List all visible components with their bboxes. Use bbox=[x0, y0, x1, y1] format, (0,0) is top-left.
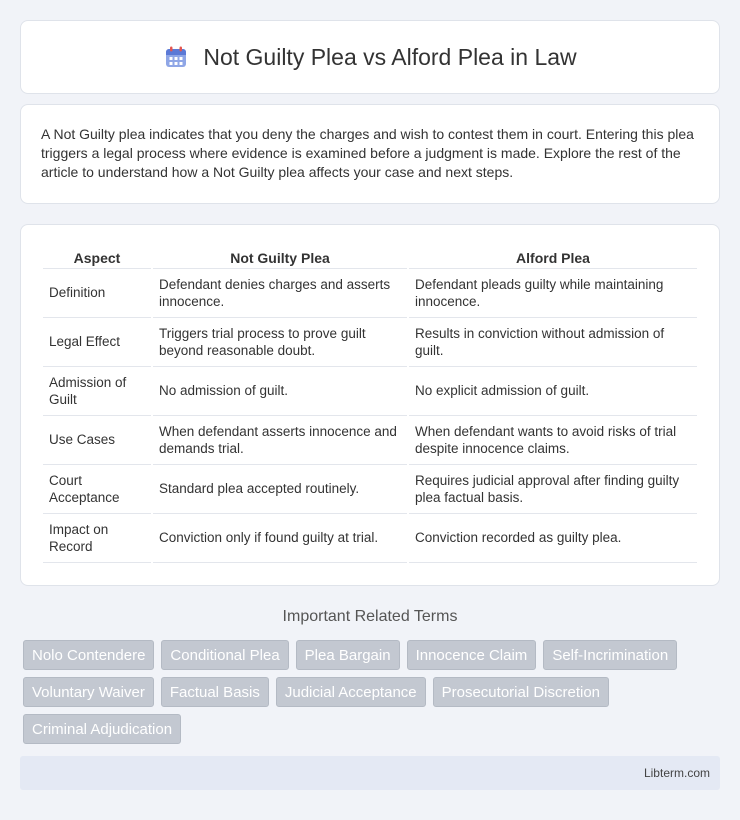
related-terms-title: Important Related Terms bbox=[282, 608, 458, 625]
tag-voluntary-waiver[interactable]: Voluntary Waiver bbox=[23, 677, 154, 707]
row-alford: When defendant wants to avoid risks of trial despite innocence claims. bbox=[409, 416, 697, 465]
row-not-guilty: Triggers trial process to prove guilt beyond reasonable doubt. bbox=[153, 318, 407, 367]
row-alford: Results in conviction without admission of guilt. bbox=[409, 318, 697, 367]
row-alford: Requires judicial approval after finding guilty plea factual basis. bbox=[409, 465, 697, 514]
row-alford: Defendant pleads guilty while maintaining innocence. bbox=[409, 269, 697, 318]
tag-innocence-claim[interactable]: Innocence Claim bbox=[407, 640, 537, 670]
table-row bbox=[43, 318, 697, 367]
intro-card bbox=[20, 104, 720, 204]
header-aspect: Aspect bbox=[43, 245, 151, 269]
row-aspect: Use Cases bbox=[43, 416, 151, 465]
row-alford: No explicit admission of guilt. bbox=[409, 367, 697, 416]
calendar-icon bbox=[163, 44, 189, 70]
row-aspect: Admission of Guilt bbox=[43, 367, 151, 416]
table-row bbox=[43, 465, 697, 514]
row-not-guilty: When defendant asserts innocence and demands trial. bbox=[153, 416, 407, 465]
comparison-table-card bbox=[20, 224, 720, 586]
row-not-guilty: Standard plea accepted routinely. bbox=[153, 465, 407, 514]
table-row bbox=[43, 514, 697, 563]
row-not-guilty: Conviction only if found guilty at trial. bbox=[153, 514, 407, 563]
tag-judicial-acceptance[interactable]: Judicial Acceptance bbox=[276, 677, 426, 707]
footer bbox=[20, 756, 720, 790]
tag-nolo-contendere[interactable]: Nolo Contendere bbox=[23, 640, 154, 670]
row-not-guilty: Defendant denies charges and asserts innocence. bbox=[153, 269, 407, 318]
title-card bbox=[20, 20, 720, 94]
comparison-table bbox=[41, 245, 699, 563]
tag-criminal-adjudication[interactable]: Criminal Adjudication bbox=[23, 714, 181, 744]
related-terms-tags bbox=[20, 640, 720, 744]
row-aspect: Definition bbox=[43, 269, 151, 318]
footer-site-link[interactable]: Libterm.com bbox=[643, 766, 710, 780]
table-header-row bbox=[43, 245, 697, 269]
tag-conditional-plea[interactable]: Conditional Plea bbox=[161, 640, 288, 670]
table-row bbox=[43, 416, 697, 465]
page-title: Not Guilty Plea vs Alford Plea in Law bbox=[203, 43, 577, 70]
table-row bbox=[43, 367, 697, 416]
row-aspect: Legal Effect bbox=[43, 318, 151, 367]
row-not-guilty: No admission of guilt. bbox=[153, 367, 407, 416]
header-alford-plea: Alford Plea bbox=[409, 245, 697, 269]
header-not-guilty-plea: Not Guilty Plea bbox=[153, 245, 407, 269]
row-aspect: Impact on Record bbox=[43, 514, 151, 563]
row-aspect: Court Acceptance bbox=[43, 465, 151, 514]
row-alford: Conviction recorded as guilty plea. bbox=[409, 514, 697, 563]
tag-plea-bargain[interactable]: Plea Bargain bbox=[296, 640, 400, 670]
intro-text: A Not Guilty plea indicates that you deny the charges and wish to contest them in court. Entering this plea triggers a legal process where evidence is examined before a judgment is made. Explore the rest of the article to understand how a Not Guilty plea affects your case and next steps. bbox=[41, 126, 694, 180]
tag-factual-basis[interactable]: Factual Basis bbox=[161, 677, 269, 707]
tag-self-incrimination[interactable]: Self-Incrimination bbox=[543, 640, 677, 670]
table-row bbox=[43, 269, 697, 318]
tag-prosecutorial-discretion[interactable]: Prosecutorial Discretion bbox=[433, 677, 609, 707]
